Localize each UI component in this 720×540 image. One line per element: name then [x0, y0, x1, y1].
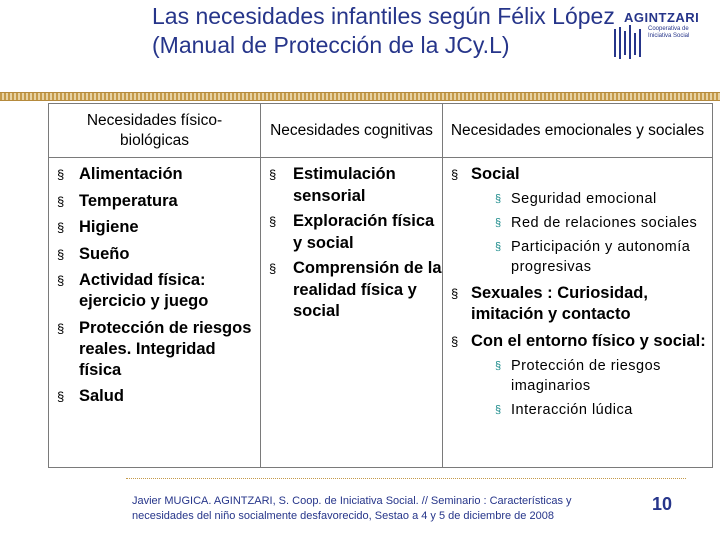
- physical-needs-cell: [49, 158, 261, 468]
- list-item: § Alimentación: [49, 164, 260, 185]
- social-sublist: [471, 189, 712, 277]
- slide-title: Las necesidades infantiles según Félix López (Manual de Protección de la JCy.L): [152, 3, 615, 58]
- social-label: Social: [471, 165, 520, 183]
- header-cognitive: Necesidades cognitivas: [261, 104, 443, 158]
- sublist-item: § Interacción lúdica: [471, 400, 712, 420]
- footer-divider: [126, 478, 686, 479]
- page-number: 10: [652, 494, 673, 514]
- header-physical: Necesidades físico-biológicas: [49, 104, 261, 158]
- list-item-social: [443, 164, 712, 277]
- list-item: § Protección de riesgos reales. Integridad física: [49, 318, 260, 381]
- sublist-item: § Participación y autonomía progresivas: [471, 237, 712, 277]
- list-item: § Salud: [49, 386, 260, 407]
- emotional-needs-list: [443, 158, 712, 420]
- agintzari-logo: [612, 10, 712, 62]
- list-item: § Higiene: [49, 217, 260, 238]
- list-item: § Exploración física y social: [261, 211, 442, 254]
- list-item: § Comprensión de la realidad física y social: [261, 258, 442, 323]
- list-item: § Actividad física: ejercicio y juego: [49, 270, 260, 312]
- logo-text: AGINTZARI: [624, 10, 700, 25]
- sublist-item: § Red de relaciones sociales: [471, 213, 712, 233]
- table-body-row: [49, 158, 713, 468]
- title-divider: [0, 92, 720, 101]
- list-item-sexuales: § Sexuales : Curiosidad, imitación y contacto: [443, 283, 712, 325]
- sublist-item: § Seguridad emocional: [471, 189, 712, 209]
- entorno-label: Con el entorno físico y social:: [471, 332, 706, 350]
- table-header-row: [49, 104, 713, 158]
- cognitive-needs-cell: [261, 158, 443, 468]
- list-item: § Estimulación sensorial: [261, 164, 442, 207]
- list-item-entorno: [443, 331, 712, 420]
- list-item: § Temperatura: [49, 191, 260, 212]
- list-item: § Sueño: [49, 244, 260, 265]
- emotional-needs-cell: [443, 158, 713, 468]
- physical-needs-list: [49, 158, 260, 407]
- sublist-item: § Protección de riesgos imaginarios: [471, 356, 712, 396]
- cognitive-needs-list: [261, 158, 442, 323]
- logo-subtitle: Cooperativa de Iniciativa Social: [648, 26, 690, 39]
- entorno-sublist: [471, 356, 712, 420]
- footer-citation: Javier MUGICA. AGINTZARI, S. Coop. de Iniciativa Social. // Seminario : Características y necesidades del niño socialmente desfavorecido, Sestao a 4 y 5 de diciembre de 2008: [132, 495, 572, 522]
- needs-table: [48, 103, 713, 468]
- header-emotional: Necesidades emocionales y sociales: [443, 104, 713, 158]
